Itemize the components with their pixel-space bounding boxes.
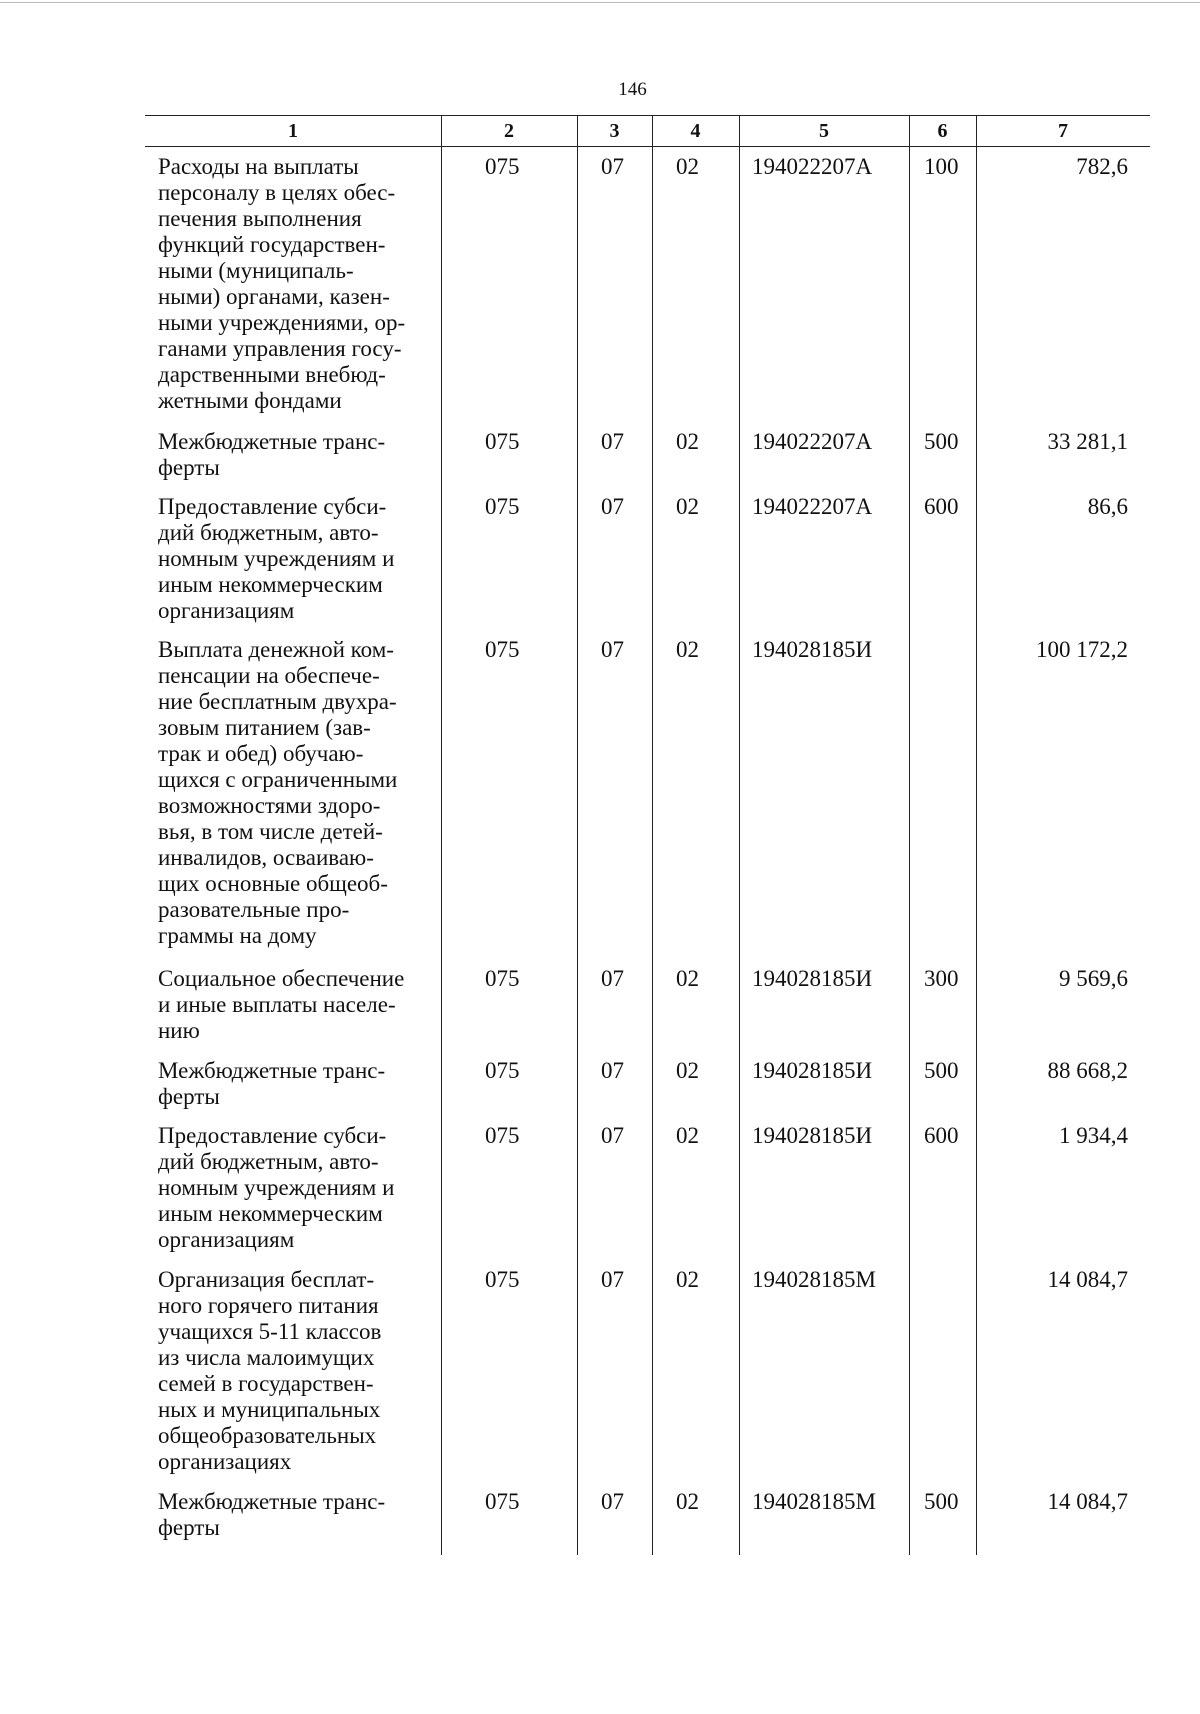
description-line: общеобразовательных [158, 1423, 377, 1448]
cell-col7: 88 668,2 [1047, 1058, 1128, 1083]
description-line: номным учреждениям и [158, 546, 395, 571]
description-line: ферты [158, 1515, 220, 1540]
column-separator [652, 115, 653, 1555]
description-line: ферты [158, 455, 220, 480]
description-line: организациях [158, 1449, 292, 1474]
cell-col4: 02 [676, 154, 699, 179]
cell-col5: 194028185М [752, 1267, 876, 1292]
description-line: семей в государствен- [158, 1371, 374, 1396]
description-line: жетными фондами [158, 388, 342, 413]
description-line: нию [158, 1018, 200, 1043]
column-header: 2 [504, 120, 514, 142]
cell-col7: 1 934,4 [1059, 1123, 1128, 1148]
cell-col5: 194022207А [752, 494, 873, 519]
description-line: ными учреждениями, ор- [158, 310, 406, 335]
cell-col5: 194022207А [752, 429, 873, 454]
description-line: из числа малоимущих [158, 1345, 375, 1370]
cell-col6: 600 [924, 494, 959, 519]
description-line: щих основные общеоб- [158, 871, 388, 896]
cell-col7: 782,6 [1076, 154, 1128, 179]
description-line: иным некоммерческим [158, 572, 383, 597]
column-separator [909, 115, 910, 1555]
description-line: учащихся 5-11 классов [158, 1319, 382, 1344]
cell-col2: 075 [485, 1058, 520, 1083]
row-description [158, 1123, 438, 1253]
cell-col7: 86,6 [1087, 494, 1128, 519]
description-line: номным учреждениям и [158, 1175, 395, 1200]
row-description [158, 1267, 438, 1475]
cell-col2: 075 [485, 1267, 520, 1292]
cell-col4: 02 [676, 494, 699, 519]
description-line: дий бюджетным, авто- [158, 1149, 379, 1174]
cell-col2: 075 [485, 1123, 520, 1148]
cell-col2: 075 [485, 429, 520, 454]
table-top-rule [145, 115, 1150, 116]
cell-col5: 194028185И [752, 637, 873, 662]
column-header: 5 [819, 120, 829, 142]
cell-col4: 02 [676, 1489, 699, 1514]
cell-col3: 07 [601, 637, 624, 662]
description-line: ние бесплатным двухра- [158, 689, 397, 714]
description-line: ными (муниципаль- [158, 258, 354, 283]
cell-col6: 100 [924, 154, 959, 179]
cell-col2: 075 [485, 637, 520, 662]
column-header: 7 [1058, 120, 1068, 142]
cell-col3: 07 [601, 154, 624, 179]
row-description [158, 429, 438, 481]
description-line: дий бюджетным, авто- [158, 520, 379, 545]
cell-col3: 07 [601, 1058, 624, 1083]
cell-col3: 07 [601, 494, 624, 519]
description-line: пенсации на обеспече- [158, 663, 380, 688]
description-line: печения выполнения [158, 206, 362, 231]
column-separator [441, 115, 442, 1555]
cell-col4: 02 [676, 1058, 699, 1083]
cell-col5: 194028185И [752, 966, 873, 991]
column-header: 3 [609, 120, 620, 142]
description-line: Выплата денежной ком- [158, 637, 394, 662]
column-header: 4 [690, 120, 701, 142]
description-line: ных и муниципальных [158, 1397, 381, 1422]
cell-col5: 194028185М [752, 1489, 876, 1514]
column-header: 1 [288, 120, 298, 142]
cell-col6: 600 [924, 1123, 959, 1148]
description-line: организациям [158, 1227, 295, 1252]
row-description [158, 1489, 438, 1541]
description-line: иным некоммерческим [158, 1201, 383, 1226]
cell-col5: 194028185И [752, 1123, 873, 1148]
cell-col3: 07 [601, 966, 624, 991]
description-line: Межбюджетные транс- [158, 1489, 386, 1514]
description-line: щихся с ограниченными [158, 767, 398, 792]
description-line: персоналу в целях обес- [158, 180, 396, 205]
cell-col4: 02 [676, 637, 699, 662]
cell-col7: 9 569,6 [1059, 966, 1128, 991]
description-line: Межбюджетные транс- [158, 1058, 386, 1083]
row-description [158, 637, 438, 949]
cell-col3: 07 [601, 1489, 624, 1514]
row-description [158, 154, 438, 414]
cell-col2: 075 [485, 966, 520, 991]
description-line: Расходы на выплаты [158, 154, 359, 179]
description-line: Организация бесплат- [158, 1267, 375, 1292]
cell-col7: 33 281,1 [1047, 429, 1128, 454]
cell-col7: 14 084,7 [1047, 1489, 1128, 1514]
cell-col6: 500 [924, 1489, 959, 1514]
description-line: граммы на дому [158, 923, 317, 948]
page-number: 146 [618, 79, 647, 100]
column-header: 6 [937, 120, 948, 142]
description-line: разовательные про- [158, 897, 350, 922]
row-description [158, 1058, 438, 1110]
header-bottom-rule [145, 146, 1150, 147]
cell-col7: 100 172,2 [1036, 637, 1128, 662]
description-line: вья, в том числе детей- [158, 819, 383, 844]
cell-col4: 02 [676, 1267, 699, 1292]
description-line: возможностями здоро- [158, 793, 381, 818]
description-line: инвалидов, осваиваю- [158, 845, 374, 870]
description-line: функций государствен- [158, 232, 386, 257]
description-line: Социальное обеспечение [158, 966, 405, 991]
cell-col2: 075 [485, 1489, 520, 1514]
cell-col5: 194028185И [752, 1058, 873, 1083]
row-description [158, 966, 438, 1044]
cell-col3: 07 [601, 1123, 624, 1148]
scan-top-edge [0, 2, 1200, 3]
cell-col2: 075 [485, 154, 520, 179]
description-line: и иные выплаты населе- [158, 992, 396, 1017]
description-line: дарственными внебюд- [158, 362, 386, 387]
cell-col4: 02 [676, 966, 699, 991]
cell-col6: 300 [924, 966, 959, 991]
row-description [158, 494, 438, 624]
description-line: Предоставление субси- [158, 1123, 387, 1148]
column-separator [739, 115, 740, 1555]
cell-col5: 194022207А [752, 154, 873, 179]
column-separator [577, 115, 578, 1555]
description-line: ного горячего питания [158, 1293, 379, 1318]
description-line: зовым питанием (зав- [158, 715, 371, 740]
column-separator [976, 115, 977, 1555]
description-line: ганами управления госу- [158, 336, 402, 361]
description-line: ными) органами, казен- [158, 284, 390, 309]
description-line: ферты [158, 1084, 220, 1109]
description-line: трак и обед) обучаю- [158, 741, 364, 766]
description-line: организациям [158, 598, 295, 623]
description-line: Предоставление субси- [158, 494, 387, 519]
cell-col6: 500 [924, 429, 959, 454]
description-line: Межбюджетные транс- [158, 429, 386, 454]
cell-col7: 14 084,7 [1047, 1267, 1128, 1292]
cell-col3: 07 [601, 1267, 624, 1292]
cell-col4: 02 [676, 1123, 699, 1148]
cell-col2: 075 [485, 494, 520, 519]
cell-col4: 02 [676, 429, 699, 454]
cell-col3: 07 [601, 429, 624, 454]
cell-col6: 500 [924, 1058, 959, 1083]
